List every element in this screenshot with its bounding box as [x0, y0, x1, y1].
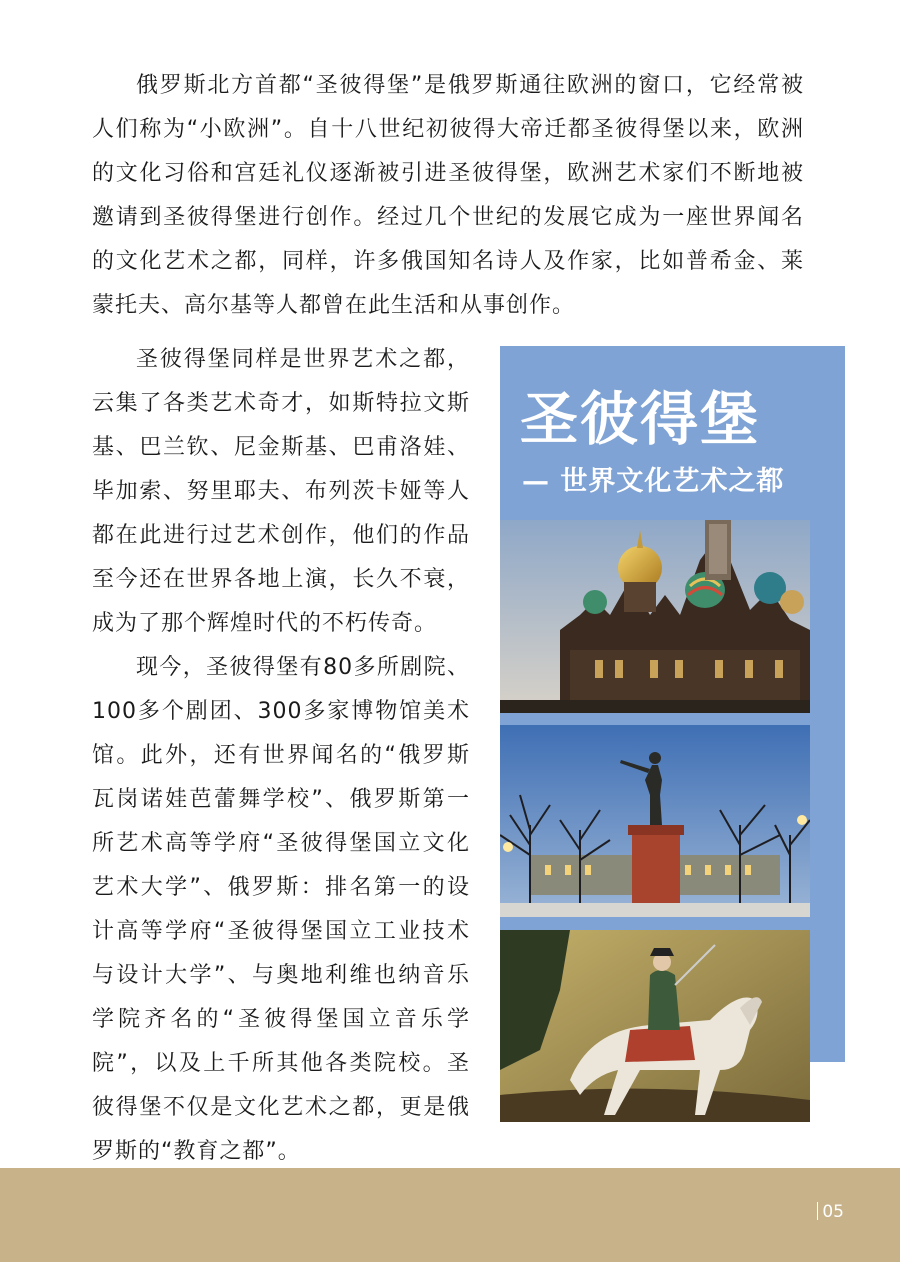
footer-band: [0, 1168, 900, 1262]
page-number-value: 05: [822, 1202, 844, 1222]
panel-title: 圣彼得堡: [520, 385, 761, 453]
intro-paragraph: 俄罗斯北方首都“圣彼得堡”是俄罗斯通往欧洲的窗口，它经常被人们称为“小欧洲”。自十八世纪初彼得大帝迁都圣彼得堡以来，欧洲的文化习俗和宫廷礼仪逐渐被引进圣彼得堡，欧洲艺术家们不断地被邀请到圣彼得堡进行创作。经过几个世纪的发展它成为一座世界闻名的文化艺术之都，同样，许多俄国知名诗人及作家，比如普希金、莱蒙托夫、高尔基等人都曾在此生活和从事创作。: [92, 73, 804, 318]
cathedral-photo: [500, 520, 810, 713]
statue-photo: [500, 725, 810, 917]
art-capital-paragraph: 圣彼得堡同样是世界艺术之都，云集了各类艺术奇才，如斯特拉文斯基、巴兰钦、尼金斯基、巴甫洛娃、毕加索、努里耶夫、布列茨卡娅等人都在此进行过艺术创作，他们的作品至今还在世界各地上演，长久不衰，成为了那个辉煌时代的不朽传奇。: [92, 347, 470, 636]
page-number-divider: [817, 1202, 818, 1220]
panel-subtitle: — 世界文化艺术之都: [522, 466, 785, 497]
page-number: [817, 1200, 844, 1224]
rider-painting: [500, 930, 810, 1122]
education-paragraph: 现今，圣彼得堡有80多所剧院、100多个剧团、300多家博物馆美术馆。此外，还有世界闻名的“俄罗斯瓦岗诺娃芭蕾舞学校”、俄罗斯第一所艺术高等学府“圣彼得堡国立文化艺术大学”、俄罗斯：排名第一的设计高等学府“圣彼得堡国立工业技术与设计大学”、与奥地利维也纳音乐学院齐名的“圣彼得堡国立音乐学院”，以及上千所其他各类院校。圣彼得堡不仅是文化艺术之都，更是俄罗斯的“教育之都”。: [92, 655, 470, 1164]
